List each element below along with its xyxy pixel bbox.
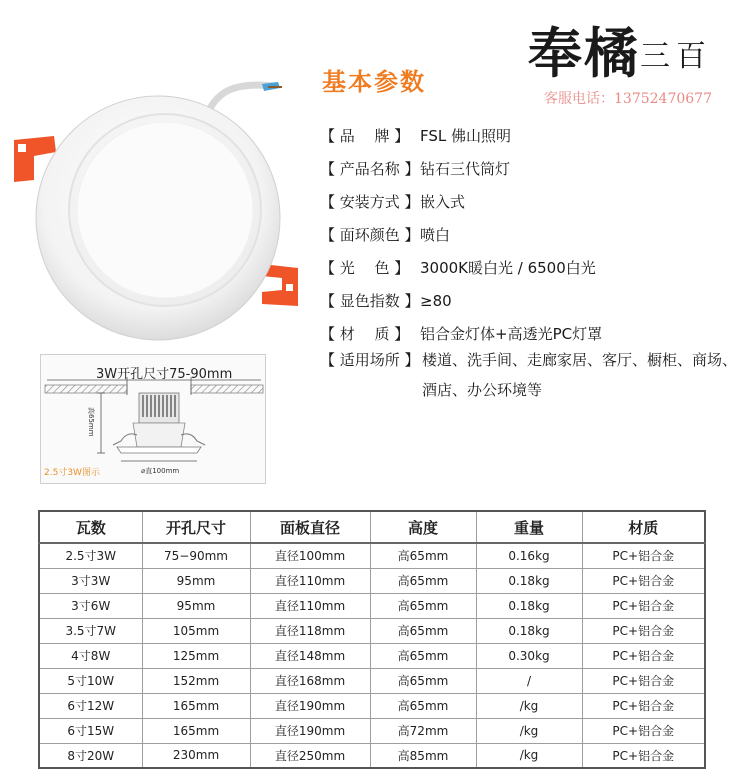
table-cell: 高65mm bbox=[370, 568, 476, 593]
table-cell: 直径190mm bbox=[250, 718, 370, 743]
table-cell: 高65mm bbox=[370, 618, 476, 643]
table-cell: PC+铝合金 bbox=[582, 693, 705, 718]
section-title: 基本参数 bbox=[322, 68, 426, 96]
param-label: 【 安装方式 】 bbox=[320, 193, 420, 211]
table-cell: /kg bbox=[476, 718, 582, 743]
param-row-cri bbox=[320, 285, 750, 318]
table-row bbox=[39, 618, 705, 643]
product-image bbox=[0, 60, 310, 345]
param-label: 【 产品名称 】 bbox=[320, 160, 420, 178]
table-cell: 高65mm bbox=[370, 643, 476, 668]
header-material: 材质 bbox=[582, 511, 705, 543]
table-header-row bbox=[39, 511, 705, 543]
param-value: FSL 佛山照明 bbox=[420, 127, 512, 145]
table-cell: 高65mm bbox=[370, 693, 476, 718]
param-row-product-name bbox=[320, 153, 750, 186]
table-cell: 高85mm bbox=[370, 743, 476, 768]
table-cell: 直径190mm bbox=[250, 693, 370, 718]
table-cell: PC+铝合金 bbox=[582, 593, 705, 618]
table-cell: 3.5寸7W bbox=[39, 618, 142, 643]
customer-service-hotline: 客服电话：13752470677 bbox=[544, 91, 712, 107]
table-cell: 8寸20W bbox=[39, 743, 142, 768]
table-row bbox=[39, 668, 705, 693]
table-cell: PC+铝合金 bbox=[582, 543, 705, 568]
table-cell: 高65mm bbox=[370, 668, 476, 693]
param-value: 3000K暖白光 / 6500白光 bbox=[420, 259, 596, 277]
table-cell: /kg bbox=[476, 693, 582, 718]
install-diagram bbox=[40, 354, 266, 484]
table-cell: PC+铝合金 bbox=[582, 618, 705, 643]
param-label: 【 材 质 】 bbox=[320, 325, 410, 343]
table-row bbox=[39, 543, 705, 568]
table-cell: 高65mm bbox=[370, 593, 476, 618]
table-cell: / bbox=[476, 668, 582, 693]
table-cell: 105mm bbox=[142, 618, 250, 643]
table-cell: 2.5寸3W bbox=[39, 543, 142, 568]
diagram-caption: 2.5寸3W图示 bbox=[44, 468, 100, 478]
table-cell: PC+铝合金 bbox=[582, 743, 705, 768]
table-cell: 直径250mm bbox=[250, 743, 370, 768]
table-cell: 直径100mm bbox=[250, 543, 370, 568]
table-cell: 165mm bbox=[142, 693, 250, 718]
table-cell: 直径118mm bbox=[250, 618, 370, 643]
header-weight: 重量 bbox=[476, 511, 582, 543]
table-cell: 直径148mm bbox=[250, 643, 370, 668]
table-cell: 125mm bbox=[142, 643, 250, 668]
table-cell: 0.18kg bbox=[476, 568, 582, 593]
table-cell: 95mm bbox=[142, 568, 250, 593]
table-row bbox=[39, 718, 705, 743]
table-row bbox=[39, 643, 705, 668]
param-value: 铝合金灯体+高透光PC灯罩 bbox=[420, 325, 603, 343]
cutout-spec: 3W开孔尺寸75-90mm bbox=[96, 367, 233, 382]
param-label: 【 显色指数 】 bbox=[320, 292, 420, 310]
table-cell: 6寸12W bbox=[39, 693, 142, 718]
table-cell: 95mm bbox=[142, 593, 250, 618]
table-cell: PC+铝合金 bbox=[582, 643, 705, 668]
param-value: 喷白 bbox=[420, 226, 451, 244]
param-value: 钻石三代筒灯 bbox=[420, 160, 511, 178]
table-cell: PC+铝合金 bbox=[582, 568, 705, 593]
param-row-ring-color bbox=[320, 219, 750, 252]
diameter-label: ⌀直100mm bbox=[141, 467, 180, 475]
header-cutout: 开孔尺寸 bbox=[142, 511, 250, 543]
table-cell: 6寸15W bbox=[39, 718, 142, 743]
table-cell: 230mm bbox=[142, 743, 250, 768]
table-cell: 152mm bbox=[142, 668, 250, 693]
table-cell: 0.16kg bbox=[476, 543, 582, 568]
brand-logo-main: 奉橘 bbox=[528, 21, 640, 85]
param-label: 【 光 色 】 bbox=[320, 259, 410, 277]
table-cell: 4寸8W bbox=[39, 643, 142, 668]
table-row bbox=[39, 743, 705, 768]
table-cell: 高65mm bbox=[370, 543, 476, 568]
param-value: ≥80 bbox=[420, 292, 452, 310]
table-row bbox=[39, 593, 705, 618]
table-cell: 3寸3W bbox=[39, 568, 142, 593]
header-panel-diameter: 面板直径 bbox=[250, 511, 370, 543]
param-label: 【 面环颜色 】 bbox=[320, 226, 420, 244]
table-cell: /kg bbox=[476, 743, 582, 768]
header-height: 高度 bbox=[370, 511, 476, 543]
table-cell: PC+铝合金 bbox=[582, 718, 705, 743]
header-wattage: 瓦数 bbox=[39, 511, 142, 543]
table-cell: 75−90mm bbox=[142, 543, 250, 568]
param-label: 【 品 牌 】 bbox=[320, 127, 410, 145]
param-row-light-color bbox=[320, 252, 750, 285]
brand-logo bbox=[528, 20, 748, 86]
param-label: 【 适用场所 】 bbox=[320, 351, 420, 369]
table-cell: 3寸6W bbox=[39, 593, 142, 618]
param-row-brand bbox=[320, 120, 750, 153]
param-row-install bbox=[320, 186, 750, 219]
param-value: 嵌入式 bbox=[420, 193, 466, 211]
table-cell: 0.18kg bbox=[476, 593, 582, 618]
table-cell: PC+铝合金 bbox=[582, 668, 705, 693]
table-cell: 直径110mm bbox=[250, 593, 370, 618]
brand-logo-small: 三百 bbox=[640, 39, 712, 74]
table-cell: 直径168mm bbox=[250, 668, 370, 693]
table-cell: 5寸10W bbox=[39, 668, 142, 693]
table-cell: 直径110mm bbox=[250, 568, 370, 593]
table-cell: 0.18kg bbox=[476, 618, 582, 643]
param-row-applications bbox=[320, 345, 750, 405]
table-row bbox=[39, 693, 705, 718]
table-cell: 0.30kg bbox=[476, 643, 582, 668]
height-label: 高65mm bbox=[87, 407, 95, 437]
table-cell: 高72mm bbox=[370, 718, 476, 743]
table-row bbox=[39, 568, 705, 593]
param-value: 楼道、洗手间、走廊家居、客厅、橱柜、商场、酒店、办公环境等 bbox=[422, 351, 738, 399]
table-cell: 165mm bbox=[142, 718, 250, 743]
spec-table bbox=[38, 510, 706, 769]
